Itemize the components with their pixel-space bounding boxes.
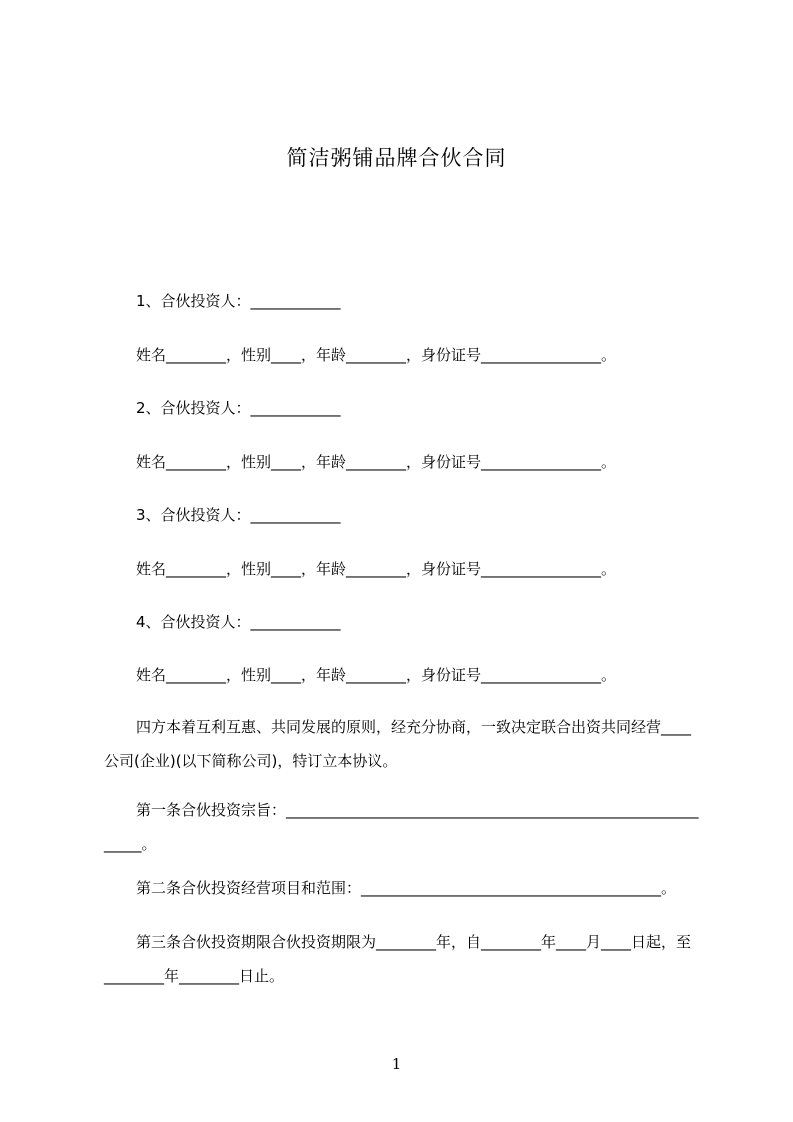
partner-1-heading: 1、合伙投资人：____________ [136, 292, 341, 310]
page-number: 1 [391, 1055, 402, 1073]
article-1: 第一条合伙投资宗旨：____________________________________________________________。 [104, 801, 699, 853]
document-title: 简洁粥铺品牌合伙合同 [286, 146, 507, 170]
intro-paragraph: 四方本着互利互惠、共同发展的原则，经充分协商，一致决定联合出资共同经营____公司(企业)(以下简称公司)，特订立本协议。 [104, 718, 692, 770]
partner-3-heading: 3、合伙投资人：____________ [136, 506, 341, 524]
partner-4-heading: 4、合伙投资人：____________ [136, 613, 341, 631]
partner-3-details: 姓名________，性别____，年龄________，身份证号________________。 [136, 560, 617, 578]
article-2: 第二条合伙投资经营项目和范围：________________________________________。 [136, 879, 677, 897]
partner-2-details: 姓名________，性别____，年龄________，身份证号________________。 [136, 453, 617, 471]
partner-1-details: 姓名________，性别____，年龄________，身份证号________________。 [136, 346, 617, 364]
partner-4-details: 姓名________，性别____，年龄________，身份证号________________。 [136, 666, 617, 684]
partner-2-heading: 2、合伙投资人：____________ [136, 399, 341, 417]
article-3: 第三条合伙投资期限合伙投资期限为________年，自________年____月____日起，至________年________日止。 [104, 933, 692, 985]
